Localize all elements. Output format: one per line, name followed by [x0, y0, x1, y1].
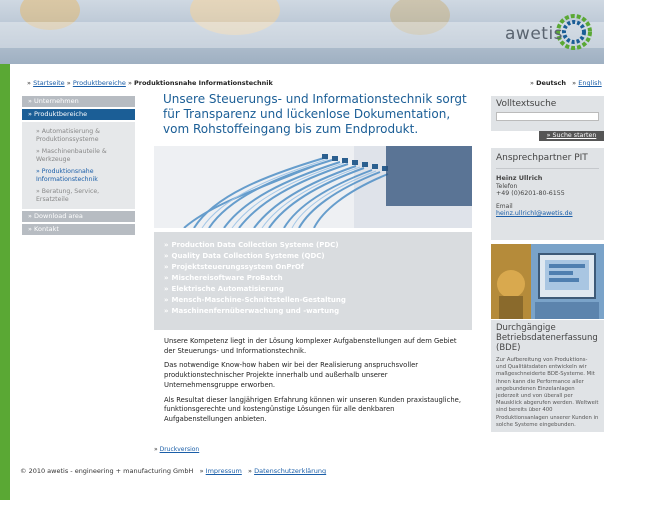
breadcrumb-separator: » — [66, 79, 71, 87]
lang-separator: » — [530, 79, 534, 87]
sidebar-item-unternehmen[interactable]: » Unternehmen — [22, 96, 135, 107]
sidebar-subitem-informationstechnik[interactable]: » Produktionsnahe Informationstechnik — [36, 168, 98, 183]
left-accent-bar — [0, 64, 10, 500]
breadcrumb-separator: » — [27, 79, 31, 87]
product-item-onprof[interactable] — [164, 262, 472, 273]
product-item-pdc[interactable] — [164, 240, 472, 251]
arrow-icon: » — [164, 252, 169, 260]
sidebar-item-produktbereiche[interactable]: » Produktbereiche — [22, 109, 135, 120]
sidebar-item-label: Kontakt — [34, 225, 59, 233]
arrow-icon: » — [164, 263, 169, 271]
sidebar-item-kontakt[interactable]: » Kontakt — [22, 224, 135, 235]
language-switcher — [530, 79, 602, 87]
bde-illustration — [491, 244, 604, 319]
product-list-box — [154, 232, 472, 330]
arrow-icon: » — [164, 285, 169, 293]
sidebar-subitem-beratung[interactable]: » Beratung, Service, Ersatzteile — [36, 188, 100, 203]
email-label: Email — [496, 203, 513, 210]
bde-panel — [491, 320, 604, 432]
product-item-label: Quality Data Collection Systeme (QDC) — [171, 252, 325, 260]
breadcrumb-home-link[interactable]: Startseite — [33, 79, 65, 87]
sidebar-subitem-label: Maschinenbauteile & Werkzeuge — [36, 148, 107, 163]
product-item-label: Mischereisoftware ProBatch — [171, 274, 283, 282]
product-item-label: Mensch-Maschine-Schnittstellen-Gestaltung — [171, 296, 346, 304]
contact-name: Heinz Ullrich — [496, 174, 543, 182]
cables-illustration — [154, 146, 472, 228]
contact-title: Ansprechpartner PIT — [496, 153, 588, 163]
lang-separator: » — [572, 79, 577, 87]
sidebar-subitem-automatisierung[interactable]: » Automatisierung & Produktionssysteme — [36, 128, 100, 143]
product-item-automatisierung[interactable] — [164, 284, 472, 295]
sidebar-submenu — [22, 122, 135, 209]
print-version-link[interactable]: Druckversion — [159, 446, 200, 453]
breadcrumb-separator: » — [127, 79, 132, 87]
bde-description: Zur Aufbereitung von Produktions- und Qualitätsdaten entwickeln wir maßgeschneiderte BDE-Systeme. Mit ihnen kann die Performance aller angebundenen Einzelanlagen jederzeit und von überall per Mausklick abgerufen werden. Weltweit sind bereits über 400 Produktionsanlagen unserer Kunden in solche Systeme eingebunden. — [496, 357, 599, 428]
product-item-label: Maschinenfernüberwachung und -wartung — [171, 307, 340, 315]
impressum-link[interactable]: Impressum — [205, 467, 242, 475]
page-headline: Unsere Steuerungs- und Informationstechnik sorgt für Transparenz und lückenlose Dokumentation, vom Rohstoffeingang bis zum Endprodukt. — [163, 92, 467, 136]
search-button[interactable]: » Suche starten — [539, 131, 604, 141]
breadcrumb — [27, 79, 273, 87]
footer — [20, 467, 326, 475]
search-title: Volltextsuche — [496, 99, 557, 109]
body-text — [164, 337, 464, 430]
language-english-link[interactable]: English — [578, 79, 602, 87]
phone-value: +49 (0)6201-80-6155 — [496, 190, 565, 197]
hero-image-cables — [154, 146, 472, 228]
sidebar-subitem-label: Produktionsnahe Informationstechnik — [36, 168, 98, 183]
datenschutz-link[interactable]: Datenschutzerklärung — [254, 467, 327, 475]
main-content — [154, 92, 472, 137]
arrow-icon: » — [164, 307, 169, 315]
sidebar-item-label: Download area — [34, 212, 83, 220]
header-banner — [0, 0, 604, 64]
arrow-icon: » — [164, 296, 169, 304]
search-input[interactable] — [496, 112, 599, 121]
breadcrumb-current: Produktionsnahe Informationstechnik — [134, 79, 273, 87]
email-link[interactable]: heinz.ullrichl@awetis.de — [496, 210, 573, 217]
language-current: Deutsch — [536, 79, 566, 87]
bde-title[interactable]: Durchgängige Betriebsdatenerfassung (BDE) — [496, 323, 598, 353]
phone-label: Telefon — [496, 183, 518, 190]
arrow-icon: » — [164, 274, 169, 282]
product-item-mms[interactable] — [164, 295, 472, 306]
paragraph: Unsere Kompetenz liegt in der Lösung komplexer Aufgabenstellungen auf dem Gebiet der Steuerungs- und Informationstechnik. — [164, 337, 457, 355]
print-version — [154, 446, 199, 453]
product-item-label: Elektrische Automatisierung — [171, 285, 284, 293]
sidebar-subitem-label: Automatisierung & Produktionssysteme — [36, 128, 100, 143]
footer-separator: » — [199, 467, 204, 475]
right-column — [491, 96, 604, 428]
sidebar-subitem-maschinenbauteile[interactable]: » Maschinenbauteile & Werkzeuge — [36, 148, 107, 163]
sidebar-subitem-label: Beratung, Service, Ersatzteile — [36, 188, 100, 203]
paragraph: Als Resultat dieser langjährigen Erfahrung können wir unseren Kunden praxistaugliche, funktionsgerechte und kostengünstige Lösungen für alle denkbaren Aufgabenstellungen anbieten. — [164, 395, 462, 423]
bde-image[interactable] — [491, 244, 604, 319]
sidebar-item-download[interactable]: » Download area — [22, 211, 135, 222]
arrow-icon: » — [164, 241, 169, 249]
sidebar-nav — [22, 96, 135, 237]
footer-separator: » — [248, 467, 252, 475]
sidebar-item-label: Produktbereiche — [34, 110, 88, 118]
logo[interactable]: awetis — [505, 24, 564, 44]
product-item-fernueberwachung[interactable] — [164, 306, 472, 317]
print-separator: » — [154, 446, 158, 453]
search-panel — [491, 96, 604, 131]
breadcrumb-products-link[interactable]: Produktbereiche — [72, 79, 126, 87]
product-item-label: Production Data Collection Systeme (PDC) — [171, 241, 339, 249]
product-item-qdc[interactable] — [164, 251, 472, 262]
product-item-probatch[interactable] — [164, 273, 472, 284]
paragraph: Das notwendige Know-how haben wir bei der Realisierung anspruchsvoller produktionstechnischer Projekte innerhalb und außerhalb unserer Unternehmensgruppe erworben. — [164, 361, 419, 389]
copyright: © 2010 awetis - engineering + manufacturing GmbH — [20, 467, 194, 475]
divider — [496, 168, 599, 169]
contact-panel — [491, 148, 604, 240]
sidebar-item-label: Unternehmen — [34, 97, 79, 105]
product-item-label: Projektsteuerungssystem OnPrOf — [171, 263, 304, 271]
